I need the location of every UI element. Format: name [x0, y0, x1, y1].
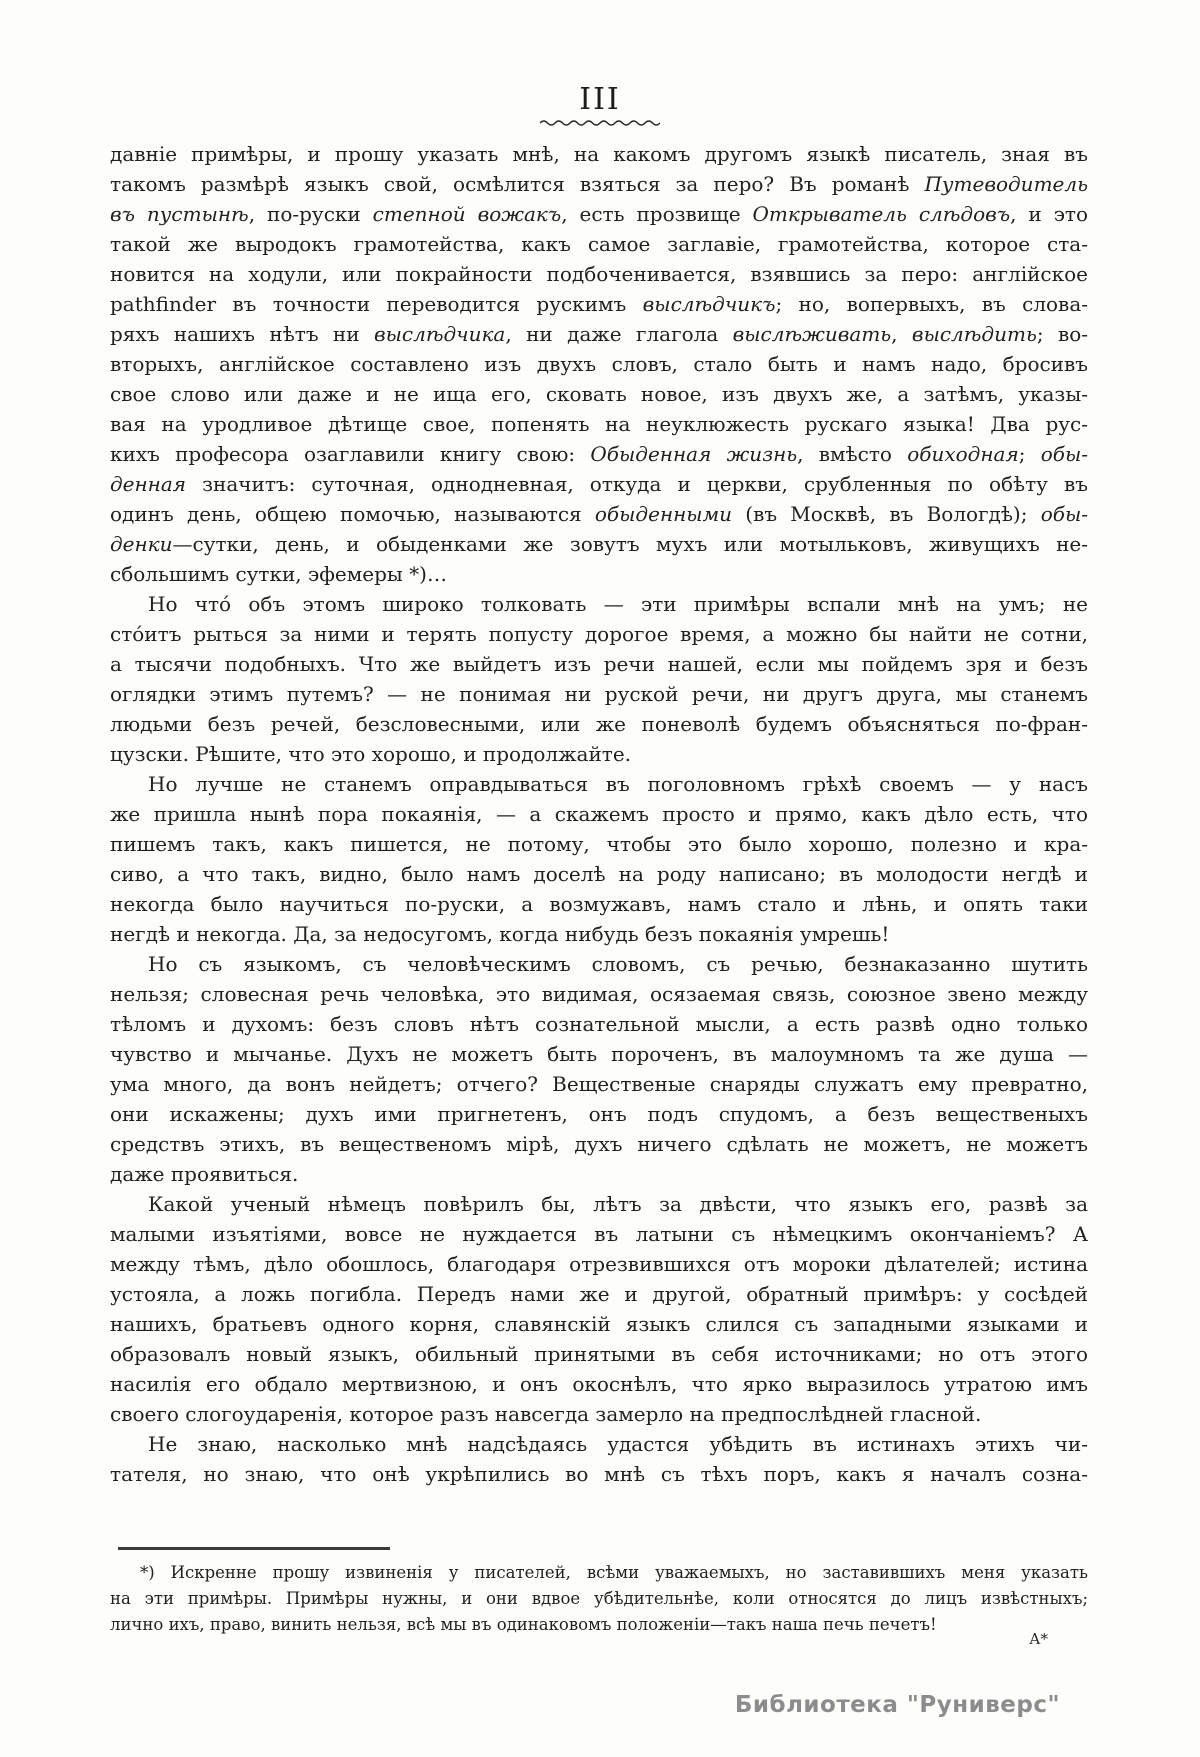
text-line: pathfinder въ точности переводится рускимъ выслѣдчикъ; но, вопервыхъ, въ слова- [110, 292, 1089, 316]
text-line: нашихъ, братьевъ одного корня, славянскій языкъ слился съ западными языками и [110, 1312, 1088, 1336]
text-line: денная значитъ: суточная, однодневная, откуда и церкви, срубленныя по обѣту въ [110, 472, 1088, 496]
text-line: такомъ размѣрѣ языкъ свой, осмѣлится взяться за перо? Въ романѣ Путеводитель [110, 172, 1088, 196]
text-line: некогда было научиться по-руски, а возмужавъ, намъ стало и лѣнь, и опять таки [110, 892, 1088, 916]
text-line: новится на ходули, или покрайности подбоченивается, взявшись за перо: англійское [110, 262, 1088, 286]
text-line: средствъ этихъ, въ вещественомъ мірѣ, духъ ничего сдѣлать не можетъ, не можетъ [110, 1132, 1088, 1156]
text-line: между тѣмъ, дѣло обошлось, благодаря отрезвившихся отъ мороки дѣлателей; истина [110, 1252, 1088, 1276]
paragraph [110, 949, 1088, 1189]
text-line: вая на уродливое дѣтище свое, попенять на неуклюжесть рускаго языка! Два рус- [110, 412, 1088, 436]
text-line: свое слово или даже и не ища его, сковать новое, изъ двухъ же, а затѣмъ, указы- [110, 382, 1088, 406]
text-line: сто́итъ рыться за ними и терять попусту дорогое время, а можно бы найти не сотни, [110, 622, 1088, 646]
page-number: III [579, 82, 621, 117]
text-line: вторыхъ, англійское составлено изъ двухъ словъ, стало быть и намъ надо, бросивъ [110, 352, 1088, 376]
paragraph [110, 769, 1088, 949]
text-line: устояла, а ложь погибла. Передъ нами же и другой, обратный примѣръ: у сосѣдей [110, 1282, 1088, 1306]
page-body [110, 139, 1088, 1489]
text-line: Какой ученый нѣмецъ повѣрилъ бы, лѣтъ за двѣсти, что языкъ его, развѣ за [148, 1192, 1088, 1216]
text-line: кихъ професора озаглавили книгу свою: Обыденная жизнь, вмѣсто обиходная; обы- [110, 442, 1088, 466]
text-line: чувство и мычанье. Духъ не можетъ быть пороченъ, въ малоумномъ та же душа — [110, 1042, 1088, 1066]
text-line: Но что́ объ этомъ широко толковать — эти примѣры вспали мнѣ на умъ; не [148, 592, 1088, 616]
text-line: они искажены; духъ ими пригнетенъ, онъ подъ спудомъ, а безъ вещественыхъ [110, 1102, 1088, 1126]
text-line: сиво, а что такъ, видно, было намъ доселѣ на роду написано; въ молодости негдѣ и [110, 862, 1088, 886]
page-header [0, 84, 1200, 127]
text-line: сбольшимъ сутки, эфемеры *)… [110, 562, 447, 586]
text-line: же пришла нынѣ пора покаянія, — а скажемъ просто и прямо, какъ дѣло есть, что [110, 802, 1088, 826]
text-line: даже проявиться. [110, 1162, 299, 1186]
wavy-underline-icon [540, 117, 660, 127]
text-line: цузски. Рѣшите, что это хорошо, и продолжайте. [110, 742, 632, 766]
text-line: въ пустынѣ, по-руски степной вожакъ, есть прозвище Открыватель слѣдовъ, и это [110, 202, 1089, 226]
paragraph [110, 1429, 1088, 1489]
text-line: образовалъ новый языкъ, обильный принятыми въ себя источниками; но отъ этого [110, 1342, 1088, 1366]
text-line: Не знаю, насколько мнѣ надсѣдаясь удастся убѣдить въ истинахъ этихъ чи- [148, 1432, 1088, 1456]
text-line: нельзя; словесная речь человѣка, это видимая, осязаемая связь, союзное звено между [110, 982, 1088, 1006]
paragraph [110, 589, 1088, 769]
text-line: своего слогоударенія, которое разъ навсегда замерло на предпослѣдней гласной. [110, 1402, 982, 1426]
text-line: денки—сутки, день, и обыденками же зовутъ мухъ или мотыльковъ, живущихъ не- [110, 532, 1088, 556]
text-line: лично ихъ, право, винить нельзя, всѣ мы въ одинаковомъ положеніи—такъ наша печь печетъ! [110, 1615, 937, 1634]
library-watermark: Библиотека "Руниверс" [734, 1692, 1060, 1718]
text-line: пишемъ такъ, какъ пишется, не потому, чтобы это было хорошо, полезно и кра- [110, 832, 1088, 856]
text-line: давніе примѣры, и прошу указать мнѣ, на какомъ другомъ языкѣ писатель, зная въ [110, 142, 1088, 166]
footnote [110, 1560, 1088, 1638]
text-line: негдѣ и некогда. Да, за недосугомъ, когда нибудь безъ покаянія умрешь! [110, 922, 890, 946]
text-line: насилія его обдало мертвизною, и онъ окоснѣлъ, что ярко выразилось утратою имъ [110, 1372, 1088, 1396]
text-line: такой же выродокъ грамотейства, какъ самое заглавіе, грамотейства, которое ста- [110, 232, 1088, 256]
text-line: Но лучше не станемъ оправдываться въ поголовномъ грѣхѣ своемъ — у насъ [148, 772, 1088, 796]
text-line: ума много, да вонъ нейдетъ; отчего? Вещественые снаряды служатъ ему превратно, [110, 1072, 1088, 1096]
text-line: людьми безъ речей, безсловесными, или же поневолѣ будемъ объясняться по-фран- [110, 712, 1088, 736]
text-line: одинъ день, общею помочью, называются обыденными (въ Москвѣ, въ Вологдѣ); обы- [110, 502, 1088, 526]
printer-signature: А* [1029, 1630, 1048, 1648]
text-line: а тысячи подобныхъ. Что же выйдетъ изъ речи нашей, если мы пойдемъ зря и безъ [110, 652, 1088, 676]
text-line: на эти примѣры. Примѣры нужны, и они вдвое убѣдительнѣе, коли относятся до лицъ извѣстныхъ; [110, 1589, 1088, 1608]
paragraph [110, 139, 1088, 589]
text-line: Но съ языкомъ, съ человѣческимъ словомъ, съ речью, безнаказанно шутить [148, 952, 1088, 976]
footnote-separator [118, 1547, 390, 1550]
text-line: малыми изъятіями, вовсе не нуждается въ латыни съ нѣмецкимъ окончаніемъ? А [110, 1222, 1088, 1246]
text-line: оглядки этимъ путемъ? — не понимая ни руской речи, ни другъ друга, мы станемъ [110, 682, 1088, 706]
text-line: тѣломъ и духомъ: безъ словъ нѣтъ сознательной мысли, а есть развѣ одно только [110, 1012, 1088, 1036]
text-line: ряхъ нашихъ нѣтъ ни выслѣдчика, ни даже глагола выслѣживать, выслѣдить; во- [110, 322, 1089, 346]
text-line: тателя, но знаю, что онѣ укрѣпились во мнѣ съ тѣхъ поръ, какъ я началъ созна- [110, 1462, 1088, 1486]
text-line: *) Искренне прошу извиненія у писателей, всѣми уважаемыхъ, но заставившихъ меня указать [140, 1563, 1088, 1582]
paragraph [110, 1189, 1088, 1429]
